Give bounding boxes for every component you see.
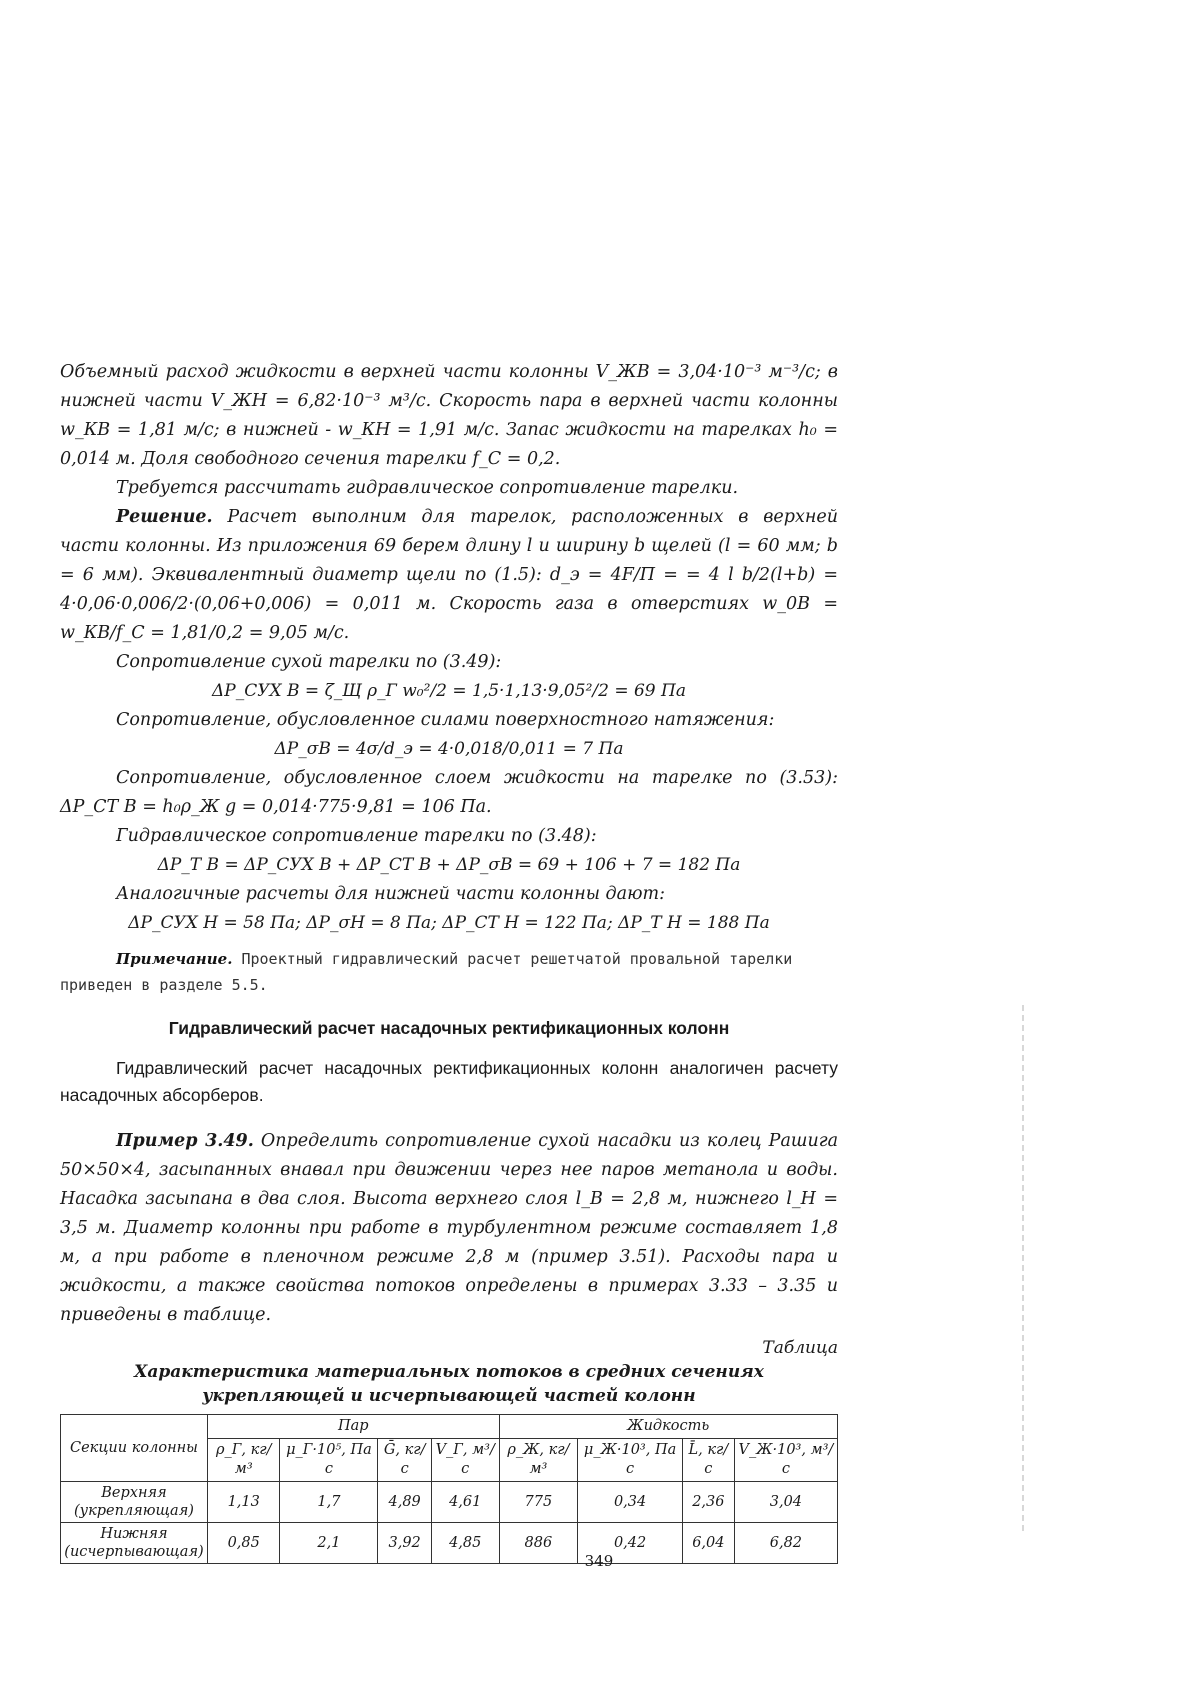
paragraph-packed-intro: Гидравлический расчет насадочных ректификационных колонн аналогичен расчету насадочных абсорберов. xyxy=(60,1058,838,1105)
solution-text: Расчет выполним для тарелок, расположенных в верхней части колонны. Из приложения 69 берем длину l и ширину b щелей (l = 60 мм; b = 6 мм). Эквивалентный диаметр щели по (1.5): d_э = 4F/П = = 4 l b/2(l+b) = 4·0,06·0,006/2·(0,06+0,006) = 0,011 м. Скорость газа в отверстиях w_0В = w_КВ/f_С = 1,81/0,2 = 9,05 м/с. xyxy=(60,507,838,643)
paragraph-task: Требуется рассчитать гидравлическое сопротивление тарелки. xyxy=(116,478,739,498)
example-text: Определить сопротивление сухой насадки из колец Рашига 50×50×4, засыпанных внавал при движении через нее паров метанола и воды. Насадка засыпана в два слоя. Высота верхнего слоя l_В = 2,8 м, нижнего l_Н = 3,5 м. Диаметр колонны при работе в турбулентном режиме составляет 1,8 м, а при работе в пленочном режиме 2,8 м (пример 3.51). Расходы пара и жидкости, а также свойства потоков определены в примерах 3.33 – 3.35 и приведены в таблице. xyxy=(60,1131,838,1325)
table-cell: 0,42 xyxy=(578,1523,683,1564)
paragraph-flow-data: Объемный расход жидкости в верхней части колонны V_ЖВ = 3,04·10⁻³ м⁻³/с; в нижней части V_ЖН = 6,82·10⁻³ м³/с. Скорость пара в верхней части колонны w_КВ = 1,81 м/с; в нижней - w_КН = 1,91 м/с. Запас жидкости на тарелках h₀ = 0,014 м. Доля свободного сечения тарелки f_С = 0,2. xyxy=(60,362,838,469)
table-title-line2: укрепляющей и исчерпывающей частей колонн xyxy=(202,1386,696,1406)
note-text: Проектный гидравлический расчет решетчатой провальной тарелки приведен в разделе 5.5. xyxy=(60,950,793,994)
subheader-cell: μ_Г·10⁵, Па с xyxy=(280,1439,378,1482)
equation-surface-tension: ΔP_σВ = 4σ/d_э = 4·0,018/0,011 = 7 Па xyxy=(274,739,624,759)
example-label: Пример 3.49. xyxy=(116,1131,254,1151)
subheader-cell: V_Ж·10³, м³/с xyxy=(734,1439,837,1482)
table-cell: 0,34 xyxy=(578,1482,683,1523)
table-cell: 4,61 xyxy=(431,1482,499,1523)
flows-table xyxy=(60,1414,838,1564)
paragraph-hydraulic: Гидравлическое сопротивление тарелки по (3.48): xyxy=(116,826,597,846)
scan-edge-artifact xyxy=(1022,1005,1024,1535)
table-cell: 4,85 xyxy=(431,1523,499,1564)
table-cell: 1,7 xyxy=(280,1482,378,1523)
paragraph-lower-part: Аналогичные расчеты для нижней части колонны дают: xyxy=(116,884,665,904)
table-cell: 3,04 xyxy=(734,1482,837,1523)
table-title xyxy=(60,1360,838,1408)
row-section-name: Нижняя (исчерпывающая) xyxy=(61,1523,208,1564)
note xyxy=(60,946,838,998)
paragraph-surface-tension: Сопротивление, обусловленное силами поверхностного натяжения: xyxy=(116,710,775,730)
header-sections: Секции колонны xyxy=(61,1415,208,1482)
subheader-cell: V_Г, м³/с xyxy=(431,1439,499,1482)
table-cell: 775 xyxy=(499,1482,578,1523)
paragraph-example xyxy=(60,1127,838,1330)
table-cell: 6,82 xyxy=(734,1523,837,1564)
row-section-name: Верхняя (укрепляющая) xyxy=(61,1482,208,1523)
page-content xyxy=(60,358,838,1564)
paragraph-liquid-layer: Сопротивление, обусловленное слоем жидкости на тарелке по (3.53): ΔP_СТ В = h₀ρ_Ж g = 0,014·775·9,81 = 106 Па. xyxy=(60,768,838,817)
table-cell: 2,36 xyxy=(682,1482,734,1523)
subheader-cell: L̄, кг/с xyxy=(682,1439,734,1482)
table-row xyxy=(61,1482,838,1523)
subheader-cell: Ḡ, кг/с xyxy=(378,1439,431,1482)
header-liquid: Жидкость xyxy=(499,1415,837,1439)
table-cell: 1,13 xyxy=(208,1482,280,1523)
equation-lower-part: ΔP_СУХ Н = 58 Па; ΔP_σН = 8 Па; ΔP_СТ Н = 122 Па; ΔP_Т Н = 188 Па xyxy=(128,913,770,933)
page-number: 349 xyxy=(584,1552,614,1570)
note-label: Примечание. xyxy=(116,950,233,968)
table-cell: 6,04 xyxy=(682,1523,734,1564)
equation-hydraulic-total: ΔP_Т В = ΔP_СУХ В + ΔP_СТ В + ΔP_σВ = 69 + 106 + 7 = 182 Па xyxy=(157,855,741,875)
solution-label: Решение. xyxy=(116,507,213,527)
table-cell: 3,92 xyxy=(378,1523,431,1564)
subheader-cell: ρ_Г, кг/м³ xyxy=(208,1439,280,1482)
table-cell: 0,85 xyxy=(208,1523,280,1564)
table-cell: 2,1 xyxy=(280,1523,378,1564)
paragraph-solution xyxy=(60,503,838,648)
header-vapor: Пар xyxy=(208,1415,500,1439)
subheader-cell: μ_Ж·10³, Па с xyxy=(578,1439,683,1482)
table-title-line1: Характеристика материальных потоков в средних сечениях xyxy=(134,1362,764,1382)
table-cell: 4,89 xyxy=(378,1482,431,1523)
subheader-cell: ρ_Ж, кг/м³ xyxy=(499,1439,578,1482)
paragraph-dry-resistance: Сопротивление сухой тарелки по (3.49): xyxy=(116,652,502,672)
section-heading: Гидравлический расчет насадочных ректификационных колонн xyxy=(168,1018,730,1038)
table-label: Таблица xyxy=(762,1338,838,1358)
table-cell: 886 xyxy=(499,1523,578,1564)
equation-dry: ΔP_СУХ В = ζ_Щ ρ_Г w₀²/2 = 1,5·1,13·9,05²/2 = 69 Па xyxy=(212,681,686,701)
